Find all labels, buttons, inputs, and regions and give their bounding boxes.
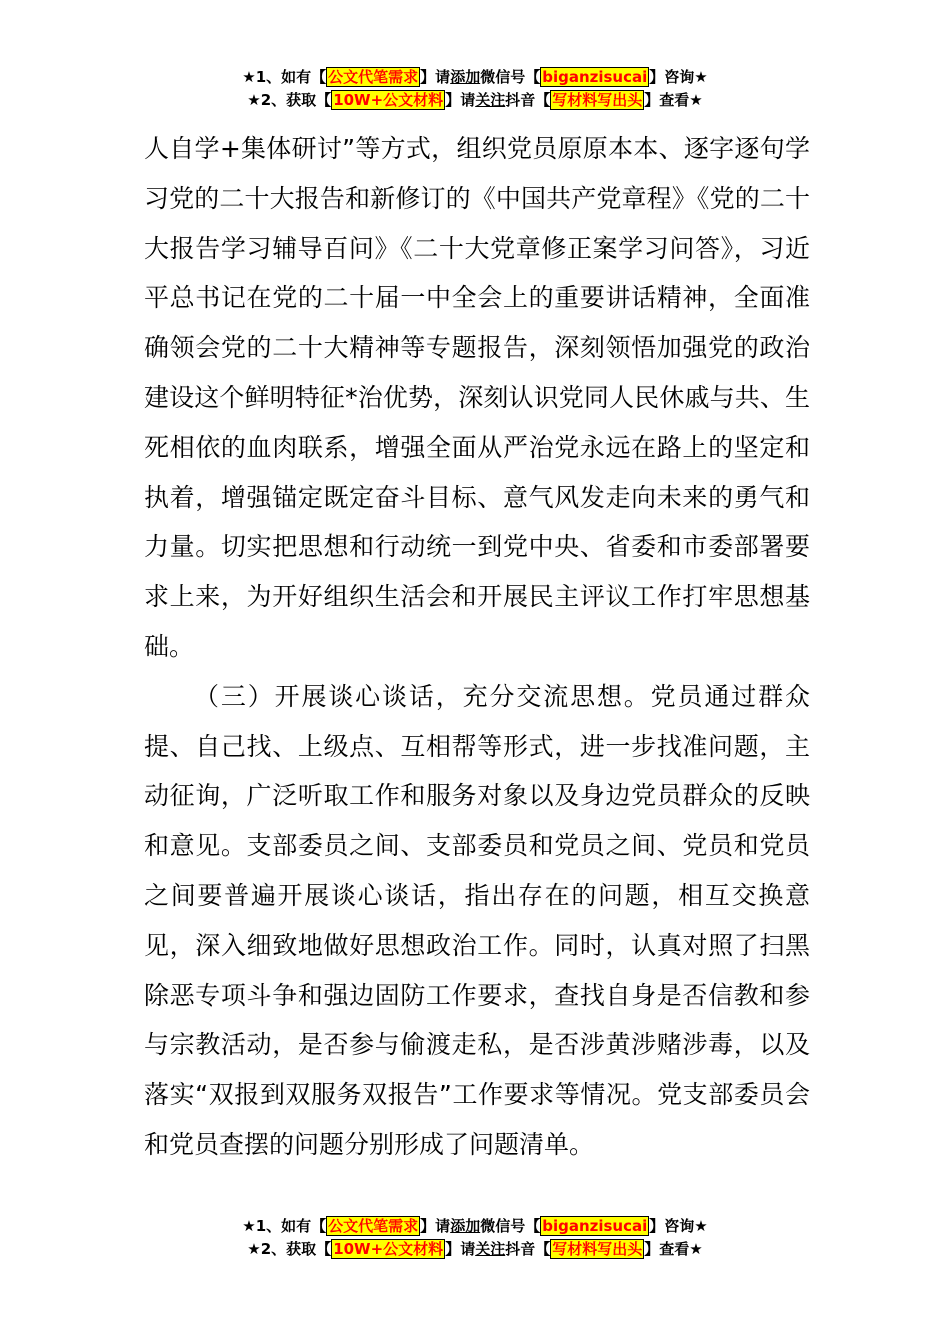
text-line: 中央、省委和市委部署要求上来，为开好组织生活会和开 bbox=[144, 532, 810, 612]
banner-line-1 bbox=[0, 66, 950, 89]
paragraph-continuation bbox=[144, 124, 810, 672]
banner-text: ★1、如有【 bbox=[242, 68, 327, 86]
text-line: 单。 bbox=[544, 1129, 595, 1159]
banner-text: 微信号【 bbox=[480, 1217, 541, 1235]
header-banner bbox=[0, 66, 950, 112]
banner-text: 】查看★ bbox=[644, 1240, 703, 1258]
text-line: 主动征询，广泛听取工作和服务对象以及身边党员群众的 bbox=[144, 731, 810, 811]
banner-text: 】请 bbox=[420, 1217, 451, 1235]
text-line: 否信教和参与宗教活动，是否参与偷渡走私，是否涉黄涉 bbox=[144, 980, 810, 1060]
banner-text: 】咨询★ bbox=[649, 1217, 708, 1235]
banner-text: 】请 bbox=[420, 68, 451, 86]
banner-highlight: 10W+公文材料 bbox=[333, 1240, 444, 1258]
text-line: 人民休戚与共、生死相依的血肉联系，增强全面从严治党 bbox=[144, 382, 810, 462]
banner-highlight: biganzisucai bbox=[542, 68, 648, 86]
banner-text: 】咨询★ bbox=[649, 68, 708, 86]
banner-highlight: 写材料写出头 bbox=[552, 1240, 643, 1258]
banner-line-2 bbox=[0, 89, 950, 112]
text-line: 风发走向未来的勇气和力量。切实把思想和行动统一到党 bbox=[144, 482, 810, 562]
banner-text: 】请 bbox=[445, 91, 476, 109]
text-line: 赌涉毒，以及落实“双报到双服务双报告”工作要求等情 bbox=[144, 1030, 810, 1110]
banner-text: 抖音【 bbox=[505, 1240, 551, 1258]
text-line: 展民主评议工作打牢思想基础。 bbox=[144, 582, 810, 661]
text-line: 精神，全面准确领会党的二十大精神等专题报告，深刻领 bbox=[144, 283, 810, 363]
banner-text: 微信号【 bbox=[480, 68, 541, 86]
document-body bbox=[144, 124, 810, 1170]
text-line: 人自学+集体研讨”等方式，组织党员原原本本、逐字逐句 bbox=[144, 134, 785, 163]
banner-text: ★2、获取【 bbox=[247, 1240, 332, 1258]
banner-underlined: 关注 bbox=[475, 1240, 506, 1258]
text-line: 况。党支部委员会和党员查摆的问题分别形成了问题清 bbox=[144, 1080, 810, 1159]
banner-text: ★1、如有【 bbox=[242, 1217, 327, 1235]
banner-text: ★2、获取【 bbox=[247, 91, 332, 109]
banner-underlined: 添加 bbox=[450, 1217, 481, 1235]
banner-line-2 bbox=[0, 1238, 950, 1261]
banner-text: 】查看★ bbox=[644, 91, 703, 109]
text-line: 学习党的二十大报告和新修订的《中国共产党章程》《党 bbox=[144, 134, 810, 213]
text-line: 和党员之间要普遍开展谈心谈话，指出存在的问题，相互 bbox=[144, 831, 810, 910]
banner-text: 】请 bbox=[445, 1240, 476, 1258]
banner-highlight: 10W+公文材料 bbox=[333, 91, 444, 109]
banner-text: 抖音【 bbox=[505, 91, 551, 109]
banner-highlight: biganzisucai bbox=[542, 1217, 648, 1235]
text-line: （三）开展谈心谈话，充分交流思想。党员通过群众 bbox=[194, 681, 810, 711]
footer-banner bbox=[0, 1215, 950, 1261]
paragraph-section-3 bbox=[144, 672, 810, 1170]
banner-highlight: 写材料写出头 bbox=[552, 91, 643, 109]
text-line: 反映和意见。支部委员之间、支部委员和党员之间、党员 bbox=[144, 781, 810, 861]
text-line: 照了扫黑除恶专项斗争和强边固防工作要求，查找自身是 bbox=[144, 930, 810, 1010]
banner-highlight: 公文代笔需求 bbox=[328, 1217, 419, 1235]
text-line: 交换意见，深入细致地做好思想政治工作。同时，认真对 bbox=[144, 880, 810, 960]
banner-underlined: 关注 bbox=[475, 91, 506, 109]
banner-line-1 bbox=[0, 1215, 950, 1238]
banner-underlined: 添加 bbox=[450, 68, 481, 86]
text-line: 的二十大报告学习辅导百问》《二十大党章修正案学习问 bbox=[144, 183, 810, 263]
text-line: 永远在路上的坚定和执着，增强锚定既定奋斗目标、意气 bbox=[144, 432, 810, 512]
text-line: 悟加强党的政治建设这个鲜明特征*治优势，深刻认识党同 bbox=[144, 333, 810, 412]
text-line: 答》，习近平总书记在党的二十届一中全会上的重要讲话 bbox=[144, 233, 810, 313]
banner-highlight: 公文代笔需求 bbox=[328, 68, 419, 86]
text-line: 提、自己找、上级点、互相帮等形式，进一步找准问题， bbox=[144, 731, 785, 761]
